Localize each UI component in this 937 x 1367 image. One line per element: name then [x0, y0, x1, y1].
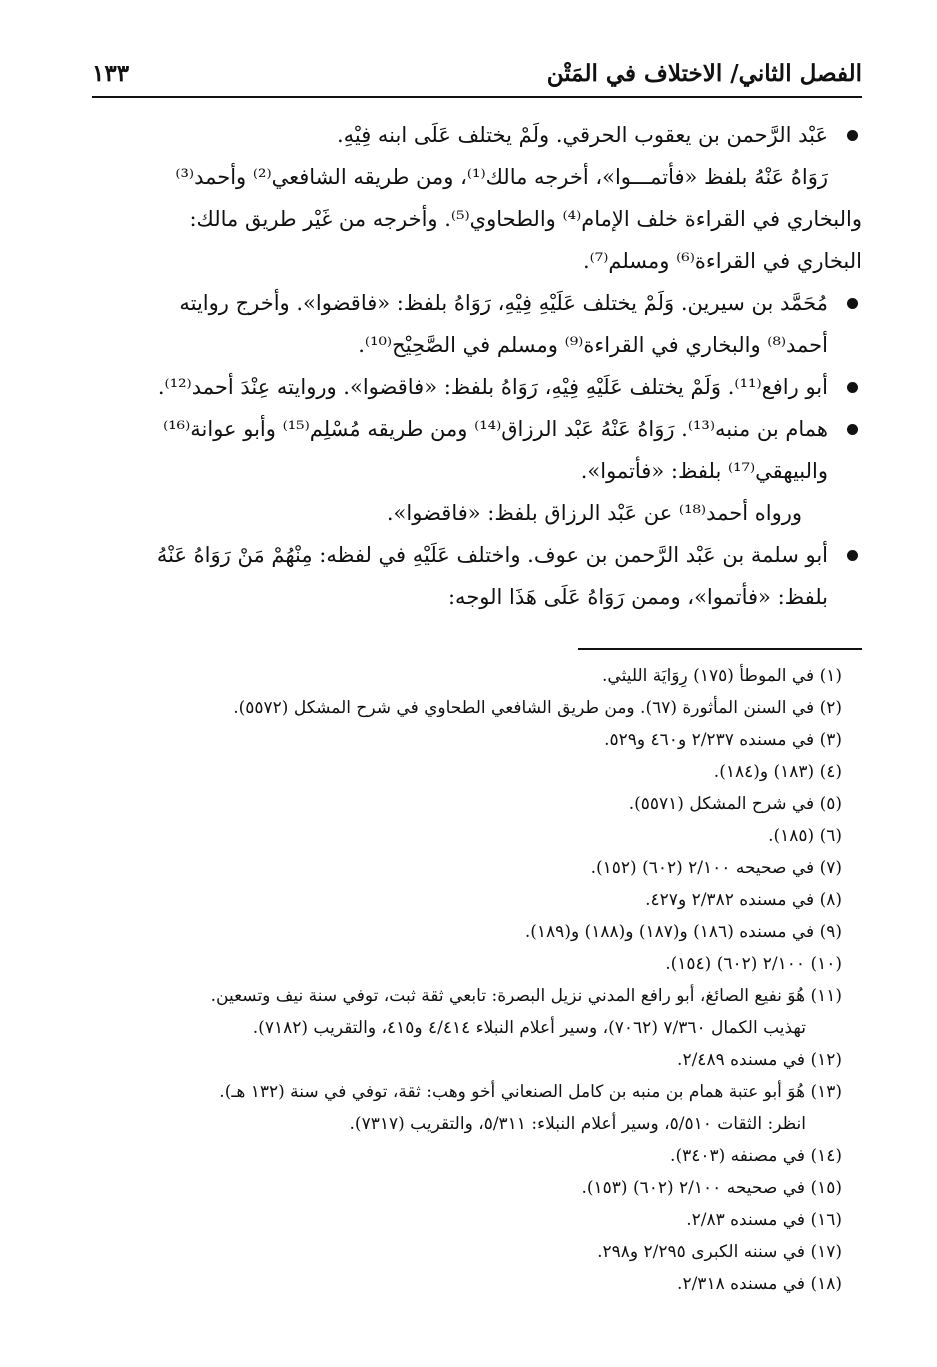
footnote: (٣) في مسنده ٢/٢٣٧ و٤٦٠ و٥٢٩. [604, 730, 842, 750]
footnote-continuation: انظر: الثقات ٥/٥١٠، وسير أعلام النبلاء: ٥/٣١١، والتقريب (٧٣١٧). [349, 1114, 806, 1134]
text-line: بلفظ: «فأتموا»، وممن رَوَاهُ عَلَى هَذَا الوجه: [447, 585, 828, 609]
body-text [92, 114, 862, 618]
footnote: (٧) في صحيحه ٢/١٠٠ (٦٠٢) (١٥٢). [590, 858, 842, 878]
text-line-row [92, 240, 862, 282]
footnote: (١٥) في صحيحه ٢/١٠٠ (٦٠٢) (١٥٣). [581, 1178, 842, 1198]
bullet-icon [847, 424, 858, 435]
text-line: مُحَمَّد بن سيرين. وَلَمْ يختلف عَلَيْهِ فِيْهِ، رَوَاهُ بلفظ: «فاقضوا». وأخرج روايته [179, 291, 828, 315]
text-line-row [92, 198, 862, 240]
text-line: البخاري في القراءة⁽⁶⁾ ومسلم⁽⁷⁾. [582, 249, 862, 273]
text-line-row [92, 576, 862, 618]
footnote: (١) في الموطأ (١٧٥) رِوَايَة الليثي. [602, 666, 842, 686]
text-line: عَبْد الرَّحمن بن يعقوب الحرقي. ولَمْ يختلف عَلَى ابنه فِيْهِ. [336, 123, 828, 147]
bullet-line [92, 366, 862, 408]
text-line: أبو رافع⁽¹¹⁾. وَلَمْ يختلف عَلَيْهِ فِيْهِ، رَوَاهُ بلفظ: «فاقضوا». وروايته عِنْدَ أحمد⁽¹²⁾. [157, 375, 828, 399]
footnote: (٥) في شرح المشكل (٥٥٧١). [628, 794, 842, 814]
text-line: رَوَاهُ عَنْهُ بلفظ «فأتمـــوا»، أخرجه مالك⁽¹⁾، ومن طريقه الشافعي⁽²⁾ وأحمد⁽³⁾ [175, 165, 828, 189]
footnote: (١٠) ٢/١٠٠ (٦٠٢) (١٥٤). [665, 954, 842, 974]
footnote: (٤) (١٨٣) و(١٨٤). [713, 762, 842, 782]
text-line-row [92, 492, 862, 534]
footnote-separator [578, 648, 862, 650]
footnotes [92, 660, 862, 1300]
footnote: (٦) (١٨٥). [768, 826, 842, 846]
text-line: همام بن منبه⁽¹³⁾. رَوَاهُ عَنْهُ عَبْد الرزاق⁽¹⁴⁾ ومن طريقه مُسْلِم⁽¹⁵⁾ وأبو عوانة⁽¹⁶⁾ [163, 417, 828, 441]
footnote: (١٤) في مصنفه (٣٤٠٣). [670, 1146, 842, 1166]
text-line: أحمد⁽⁸⁾ والبخاري في القراءة⁽⁹⁾ ومسلم في الصَّحِيْح⁽¹⁰⁾. [358, 333, 828, 357]
bullet-line [92, 408, 862, 450]
bullet-icon [847, 550, 858, 561]
footnote-continuation: تهذيب الكمال ٧/٣٦٠ (٧٠٦٢)، وسير أعلام النبلاء ٤/٤١٤ و٤١٥، والتقريب (٧١٨٢). [252, 1018, 806, 1038]
bullet-icon [847, 130, 858, 141]
footnote: (١٧) في سننه الكبرى ٢/٢٩٥ و٢٩٨. [597, 1242, 842, 1262]
chapter-title: الفصل الثاني/ الاختلاف في المَتْن [546, 60, 862, 87]
bullet-line [92, 534, 862, 576]
running-header [92, 56, 862, 98]
text-line: والبيهقي⁽¹⁷⁾ بلفظ: «فأتموا». [580, 459, 828, 483]
bullet-icon [847, 298, 858, 309]
text-line-row [92, 156, 862, 198]
bullet-line [92, 282, 862, 324]
footnote: (١٢) في مسنده ٢/٤٨٩. [677, 1050, 842, 1070]
footnote: (١٣) هُوَ أبو عتبة همام بن منبه بن كامل الصنعاني أخو وهب: ثقة، توفي في سنة (١٣٢ هـ). [219, 1082, 842, 1102]
bullet-line [92, 114, 862, 156]
text-line: أبو سلمة بن عَبْد الرَّحمن بن عوف. واختلف عَلَيْهِ في لفظه: مِنْهُمْ مَنْ رَوَاهُ عَنْهُ [156, 543, 828, 567]
footnote: (١٨) في مسنده ٢/٣١٨. [677, 1274, 842, 1294]
text-line: ورواه أحمد⁽¹⁸⁾ عن عَبْد الرزاق بلفظ: «فاقضوا». [386, 501, 802, 525]
footnote: (٢) في السنن المأثورة (٦٧). ومن طريق الشافعي الطحاوي في شرح المشكل (٥٥٧٢). [233, 698, 842, 718]
footnote: (٩) في مسنده (١٨٦) و(١٨٧) و(١٨٨) و(١٨٩). [524, 922, 842, 942]
bullet-icon [847, 382, 858, 393]
footnote: (١١) هُوَ نفيع الصائغ، أبو رافع المدني نزيل البصرة: تابعي ثقة ثبت، توفي سنة نيف وتسعين. [210, 986, 842, 1006]
text-line-row [92, 450, 862, 492]
text-line-row [92, 324, 862, 366]
footnote: (١٦) في مسنده ٢/٨٣. [686, 1210, 842, 1230]
text-line: والبخاري في القراءة خلف الإمام⁽⁴⁾ والطحاوي⁽⁵⁾. وأخرجه من غَيْر طريق مالك: [189, 207, 862, 231]
page-number: ١٣٣ [92, 60, 130, 87]
footnote: (٨) في مسنده ٢/٣٨٢ و٤٢٧. [645, 890, 842, 910]
